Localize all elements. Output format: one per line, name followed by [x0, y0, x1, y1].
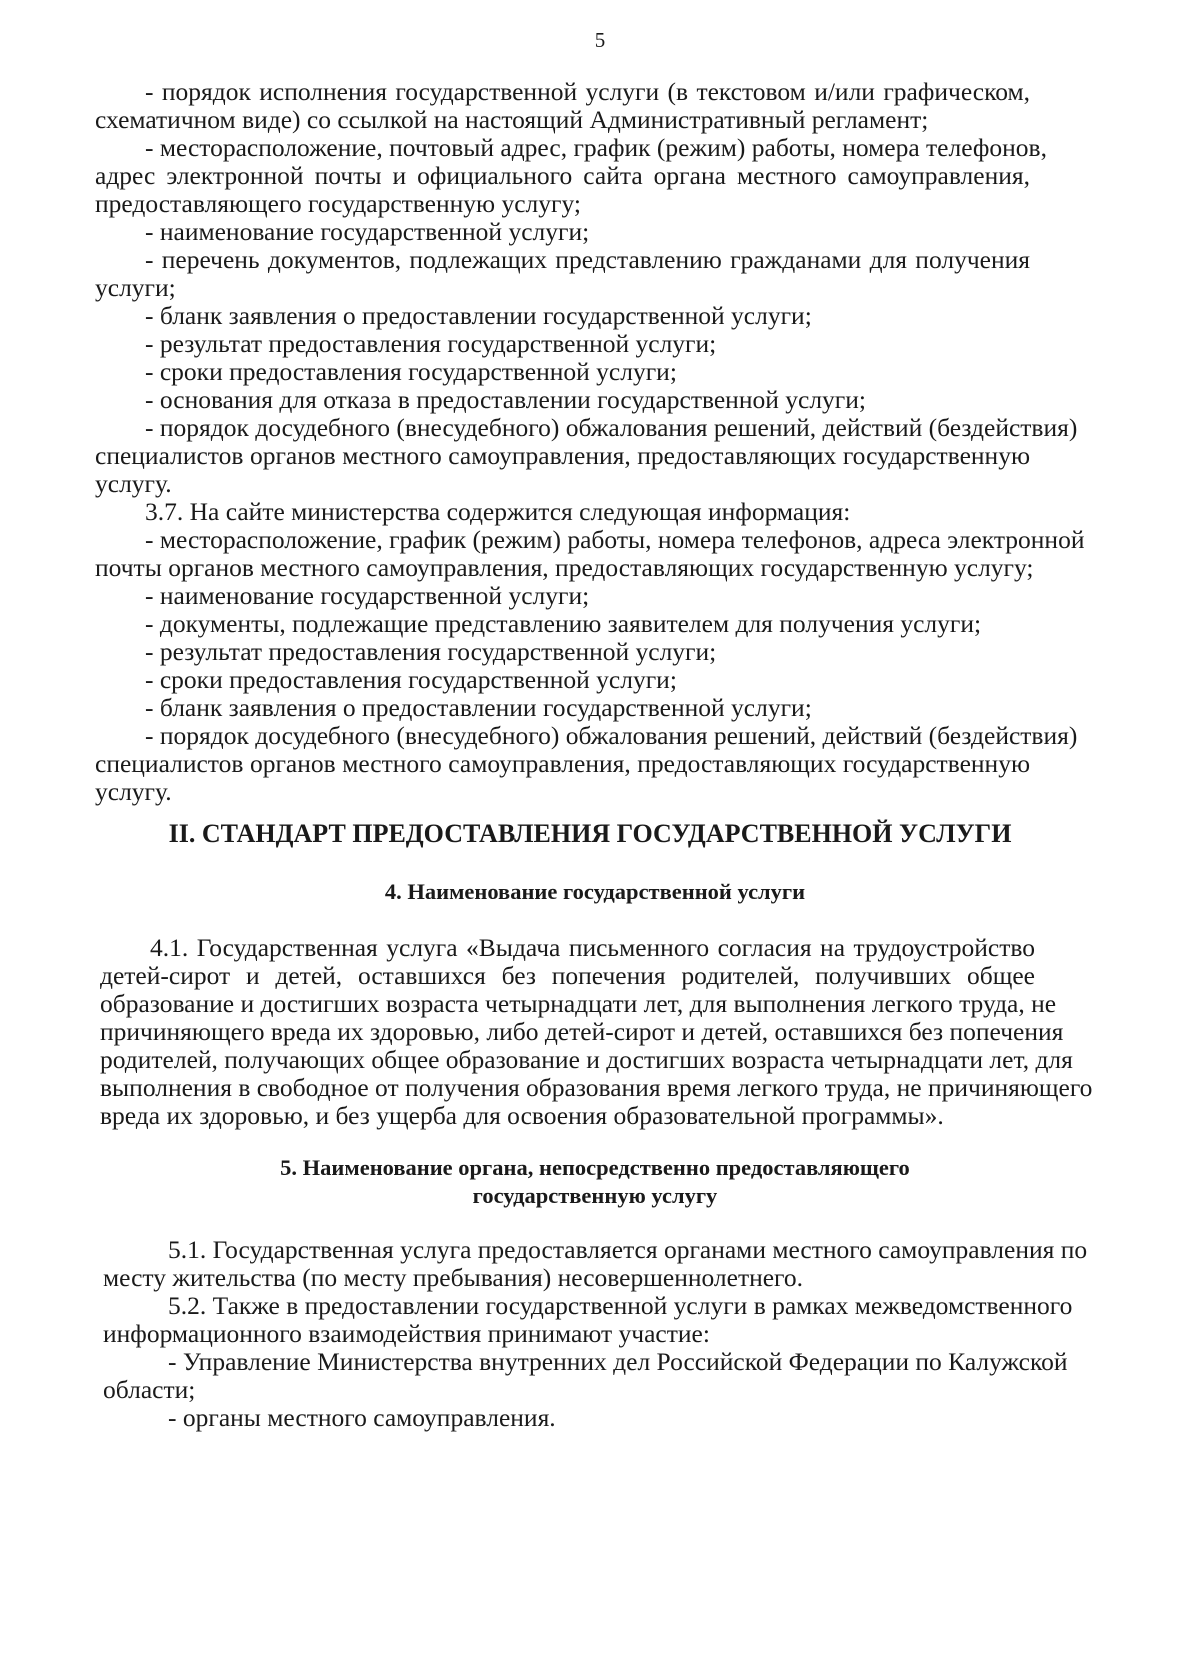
- paragraph-line: выполнения в свободное от получения образования время легкого труда, не причиняющего: [100, 1073, 1093, 1102]
- paragraph-line: причиняющего вреда их здоровью, либо детей-сирот и детей, оставшихся без попечения: [100, 1017, 1064, 1046]
- section-title: государственную услугу: [472, 1183, 718, 1208]
- list-item-cont: специалистов органов местного самоуправления, предоставляющих государственную: [95, 441, 1030, 470]
- list-item: - результат предоставления государственной услуги;: [145, 637, 717, 666]
- chapter-title: II. СТАНДАРТ ПРЕДОСТАВЛЕНИЯ ГОСУДАРСТВЕННОЙ УСЛУГИ: [168, 819, 1012, 848]
- list-item: - Управление Министерства внутренних дел Российской Федерации по Калужской: [168, 1347, 1068, 1376]
- list-item-cont: схематичном виде) со ссылкой на настоящий Административный регламент;: [95, 105, 929, 134]
- list-item-cont: адрес электронной почты и официального сайта органа местного самоуправления,: [95, 161, 1030, 190]
- list-item-cont: области;: [103, 1375, 196, 1404]
- paragraph-line: 5.2. Также в предоставлении государственной услуги в рамках межведомственного: [168, 1291, 1073, 1320]
- list-item: - месторасположение, график (режим) работы, номера телефонов, адреса электронной: [145, 525, 1085, 554]
- paragraph-line: детей-сирот и детей, оставшихся без попечения родителей, получивших общее: [100, 961, 1035, 990]
- list-item: - документы, подлежащие представлению заявителем для получения услуги;: [145, 609, 982, 638]
- paragraph-line: информационного взаимодействия принимают участие:: [103, 1319, 710, 1348]
- list-item: - перечень документов, подлежащих представлению гражданами для получения: [145, 245, 1030, 274]
- section-3-6-list: [95, 77, 1085, 806]
- section-title: 4. Наименование государственной услуги: [384, 879, 806, 904]
- section-4-heading: [95, 878, 1095, 906]
- list-item: - результат предоставления государственной услуги;: [145, 329, 717, 358]
- list-item: - порядок досудебного (внесудебного) обжалования решений, действий (бездействия): [145, 413, 1078, 442]
- list-item: - основания для отказа в предоставлении государственной услуги;: [145, 385, 866, 414]
- list-item: - наименование государственной услуги;: [145, 217, 590, 246]
- list-item: - наименование государственной услуги;: [145, 581, 590, 610]
- paragraph-line: 4.1. Государственная услуга «Выдача письменного согласия на трудоустройство: [150, 933, 1035, 962]
- list-item: - порядок исполнения государственной услуги (в текстовом и/или графическом,: [145, 77, 1030, 106]
- paragraph-line: месту жительства (по месту пребывания) несовершеннолетнего.: [103, 1263, 804, 1292]
- list-item-cont: специалистов органов местного самоуправления, предоставляющих государственную: [95, 749, 1030, 778]
- section-5-heading: [95, 1154, 1095, 1210]
- list-item: - бланк заявления о предоставлении государственной услуги;: [145, 693, 812, 722]
- paragraph-4-1: [100, 933, 1093, 1130]
- list-item-cont: услугу.: [95, 469, 172, 498]
- paragraph-line: 5.1. Государственная услуга предоставляется органами местного самоуправления по: [168, 1235, 1088, 1264]
- list-item-cont: предоставляющего государственную услугу;: [95, 189, 581, 218]
- list-item-cont: услугу.: [95, 777, 172, 806]
- paragraph-3-7: 3.7. На сайте министерства содержится следующая информация:: [145, 497, 851, 526]
- paragraph-line: образование и достигших возраста четырнадцати лет, для выполнения легкого труда, не: [100, 989, 1057, 1018]
- list-item: - месторасположение, почтовый адрес, график (режим) работы, номера телефонов,: [145, 133, 1047, 162]
- list-item: - сроки предоставления государственной услуги;: [145, 357, 677, 386]
- section-5-body: [103, 1235, 1088, 1432]
- chapter-heading: [95, 820, 1085, 848]
- list-item: - бланк заявления о предоставлении государственной услуги;: [145, 301, 812, 330]
- list-item: - органы местного самоуправления.: [168, 1403, 556, 1432]
- list-item-cont: услуги;: [95, 273, 176, 302]
- list-item-cont: почты органов местного самоуправления, предоставляющих государственную услугу;: [95, 553, 1034, 582]
- page-number: 5: [594, 28, 606, 52]
- list-item: - порядок досудебного (внесудебного) обжалования решений, действий (бездействия): [145, 721, 1078, 750]
- paragraph-line: родителей, получающих общее образование и достигших возраста четырнадцати лет, для: [100, 1045, 1073, 1074]
- section-title: 5. Наименование органа, непосредственно предоставляющего: [280, 1155, 910, 1180]
- list-item: - сроки предоставления государственной услуги;: [145, 665, 677, 694]
- paragraph-line: вреда их здоровью, и без ущерба для освоения образовательной программы».: [100, 1101, 944, 1130]
